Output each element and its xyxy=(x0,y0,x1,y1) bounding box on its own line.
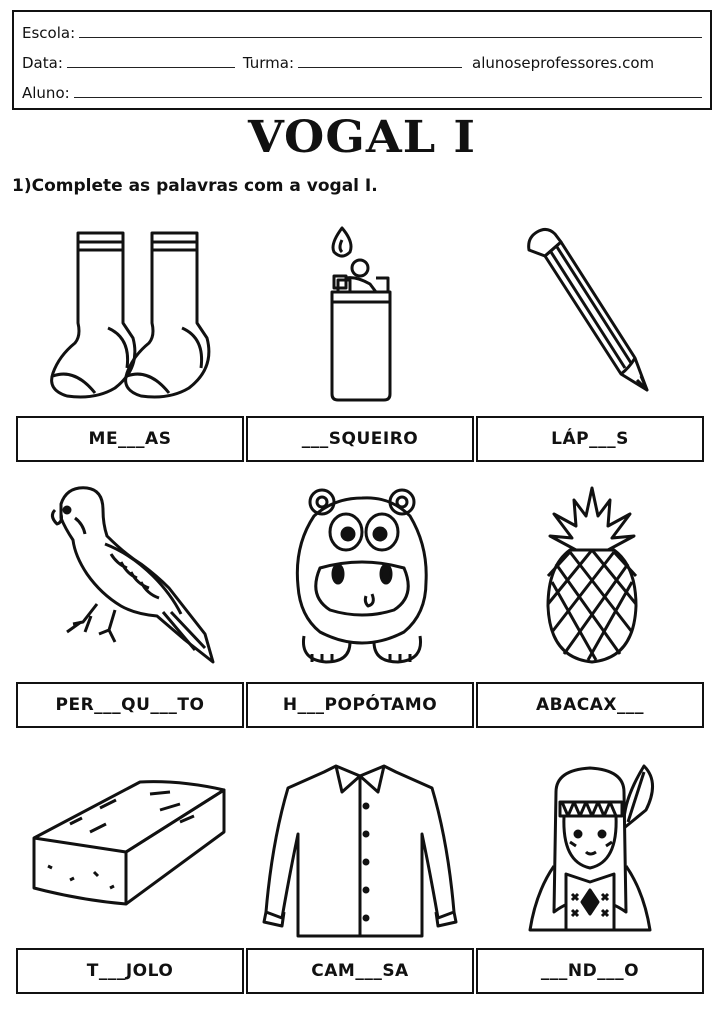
aluno-field[interactable] xyxy=(74,97,702,98)
aluno-label: Aluno: xyxy=(22,84,70,102)
word-lapis: LÁP___S xyxy=(551,429,629,449)
page-title: VOGAL I xyxy=(247,112,477,163)
turma-field[interactable] xyxy=(298,67,462,68)
word-box[interactable] xyxy=(476,948,704,994)
word-meias: ME___AS xyxy=(88,429,172,449)
indigenous-person-picture xyxy=(526,762,660,934)
aluno-row xyxy=(22,84,702,102)
escola-row xyxy=(22,24,702,42)
turma-label: Turma: xyxy=(242,54,295,72)
site-url: alunoseprofessores.com xyxy=(472,54,655,72)
word-box[interactable] xyxy=(246,682,474,728)
word-box[interactable] xyxy=(476,682,704,728)
word-indio: ___ND___O xyxy=(540,961,640,981)
escola-label: Escola: xyxy=(22,24,76,42)
data-field[interactable] xyxy=(67,67,235,68)
word-box[interactable] xyxy=(16,948,244,994)
word-tijolo: T___JOLO xyxy=(86,961,174,981)
student-info-header xyxy=(12,10,712,110)
word-box[interactable] xyxy=(476,416,704,462)
word-abacaxi: ABACAX___ xyxy=(535,695,644,715)
word-hipopotamo: H___POPÓTAMO xyxy=(282,695,438,715)
hippopotamus-picture xyxy=(290,486,435,664)
lighter-picture xyxy=(320,226,400,402)
data-label: Data: xyxy=(22,54,63,72)
data-turma-row xyxy=(22,54,702,72)
word-box[interactable] xyxy=(16,682,244,728)
instruction: 1)Complete as palavras com a vogal I. xyxy=(12,176,378,196)
word-box[interactable] xyxy=(16,416,244,462)
pineapple-picture xyxy=(546,486,638,668)
word-camisa: CAM___SA xyxy=(311,961,409,981)
brick-picture xyxy=(30,776,230,906)
word-box[interactable] xyxy=(246,948,474,994)
word-periquito: PER___QU___TO xyxy=(55,695,205,715)
socks-picture xyxy=(45,228,215,400)
shirt-picture xyxy=(262,762,458,938)
word-box[interactable] xyxy=(246,416,474,462)
parakeet-picture xyxy=(45,484,215,664)
escola-field[interactable] xyxy=(79,37,702,38)
word-isqueiro: ___SQUEIRO xyxy=(301,429,419,449)
pencil-picture xyxy=(525,228,660,398)
